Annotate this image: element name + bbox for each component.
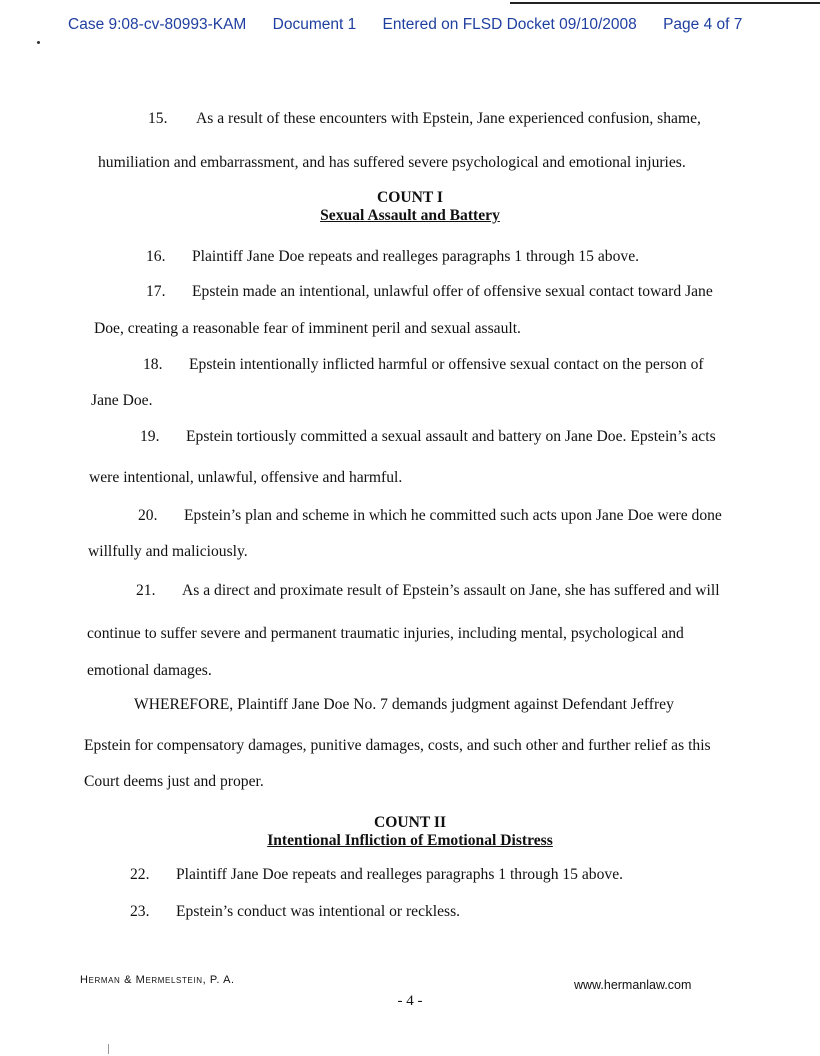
- paragraph-18-cont: Jane Doe.: [91, 392, 153, 409]
- paragraph-22: 22. Plaintiff Jane Doe repeats and realleges paragraphs 1 through 15 above.: [130, 866, 624, 883]
- count-subtitle: Intentional Infliction of Emotional Distress: [267, 832, 553, 849]
- paragraph-21-cont2: emotional damages.: [87, 662, 212, 679]
- docket-header: [68, 16, 764, 34]
- paragraph-20: 20. Epstein’s plan and scheme in which he committed such acts upon Jane Doe were done: [138, 507, 722, 524]
- paragraph-15-cont: humiliation and embarrassment, and has suffered severe psychological and emotional injuries.: [98, 154, 686, 171]
- paragraph-number: 23.: [130, 903, 150, 920]
- paragraph-number: 15.: [148, 110, 168, 127]
- firm-name: Herman & Mermelstein, P. A.: [80, 974, 235, 986]
- docket-entry: Entered on FLSD Docket 09/10/2008: [382, 16, 637, 33]
- header-rule: [510, 2, 820, 4]
- paragraph-17-cont: Doe, creating a reasonable fear of imminent peril and sexual assault.: [94, 320, 521, 337]
- paragraph-number: 17.: [146, 283, 166, 300]
- paragraph-18: 18. Epstein intentionally inflicted harmful or offensive sexual contact on the person of: [143, 356, 704, 373]
- paragraph-number: 18.: [143, 356, 163, 373]
- wherefore-cont2: Court deems just and proper.: [84, 773, 264, 790]
- paragraph-21-cont: continue to suffer severe and permanent traumatic injuries, including mental, psychological and: [87, 625, 684, 642]
- wherefore-cont: Epstein for compensatory damages, punitive damages, costs, and such other and further relief as this: [84, 737, 711, 754]
- wherefore-clause: WHEREFORE, Plaintiff Jane Doe No. 7 demands judgment against Defendant Jeffrey: [134, 696, 674, 713]
- firm-website: www.hermanlaw.com: [574, 978, 692, 992]
- paragraph-number: 16.: [146, 248, 166, 265]
- paragraph-20-cont: willfully and maliciously.: [88, 543, 248, 560]
- paragraph-number: 19.: [140, 428, 160, 445]
- count-title: COUNT II: [373, 814, 447, 831]
- scan-tick: [108, 1044, 109, 1054]
- case-number: Case 9:08-cv-80993-KAM: [68, 16, 247, 33]
- scan-mark: [37, 41, 40, 44]
- count-ii-heading: [0, 814, 820, 850]
- paragraph-17: 17. Epstein made an intentional, unlawful offer of offensive sexual contact toward Jane: [146, 283, 713, 300]
- paragraph-number: 22.: [130, 866, 150, 883]
- paragraph-21: 21. As a direct and proximate result of Epstein’s assault on Jane, she has suffered and will: [136, 582, 720, 599]
- paragraph-number: 21.: [136, 582, 156, 599]
- paragraph-19: 19. Epstein tortiously committed a sexual assault and battery on Jane Doe. Epstein’s acts: [140, 428, 716, 445]
- paragraph-15: 15. As a result of these encounters with Epstein, Jane experienced confusion, shame,: [148, 110, 701, 127]
- paragraph-number: 20.: [138, 507, 158, 524]
- document-number: Document 1: [272, 16, 357, 33]
- count-title: COUNT I: [377, 189, 443, 206]
- count-subtitle: Sexual Assault and Battery: [320, 207, 500, 224]
- page-number: - 4 -: [397, 993, 423, 1009]
- paragraph-23: 23. Epstein’s conduct was intentional or reckless.: [130, 903, 461, 920]
- paragraph-16: 16. Plaintiff Jane Doe repeats and realleges paragraphs 1 through 15 above.: [146, 248, 640, 265]
- page-indicator: Page 4 of 7: [663, 16, 743, 33]
- count-i-heading: [0, 189, 820, 225]
- paragraph-19-cont: were intentional, unlawful, offensive and harmful.: [89, 469, 403, 486]
